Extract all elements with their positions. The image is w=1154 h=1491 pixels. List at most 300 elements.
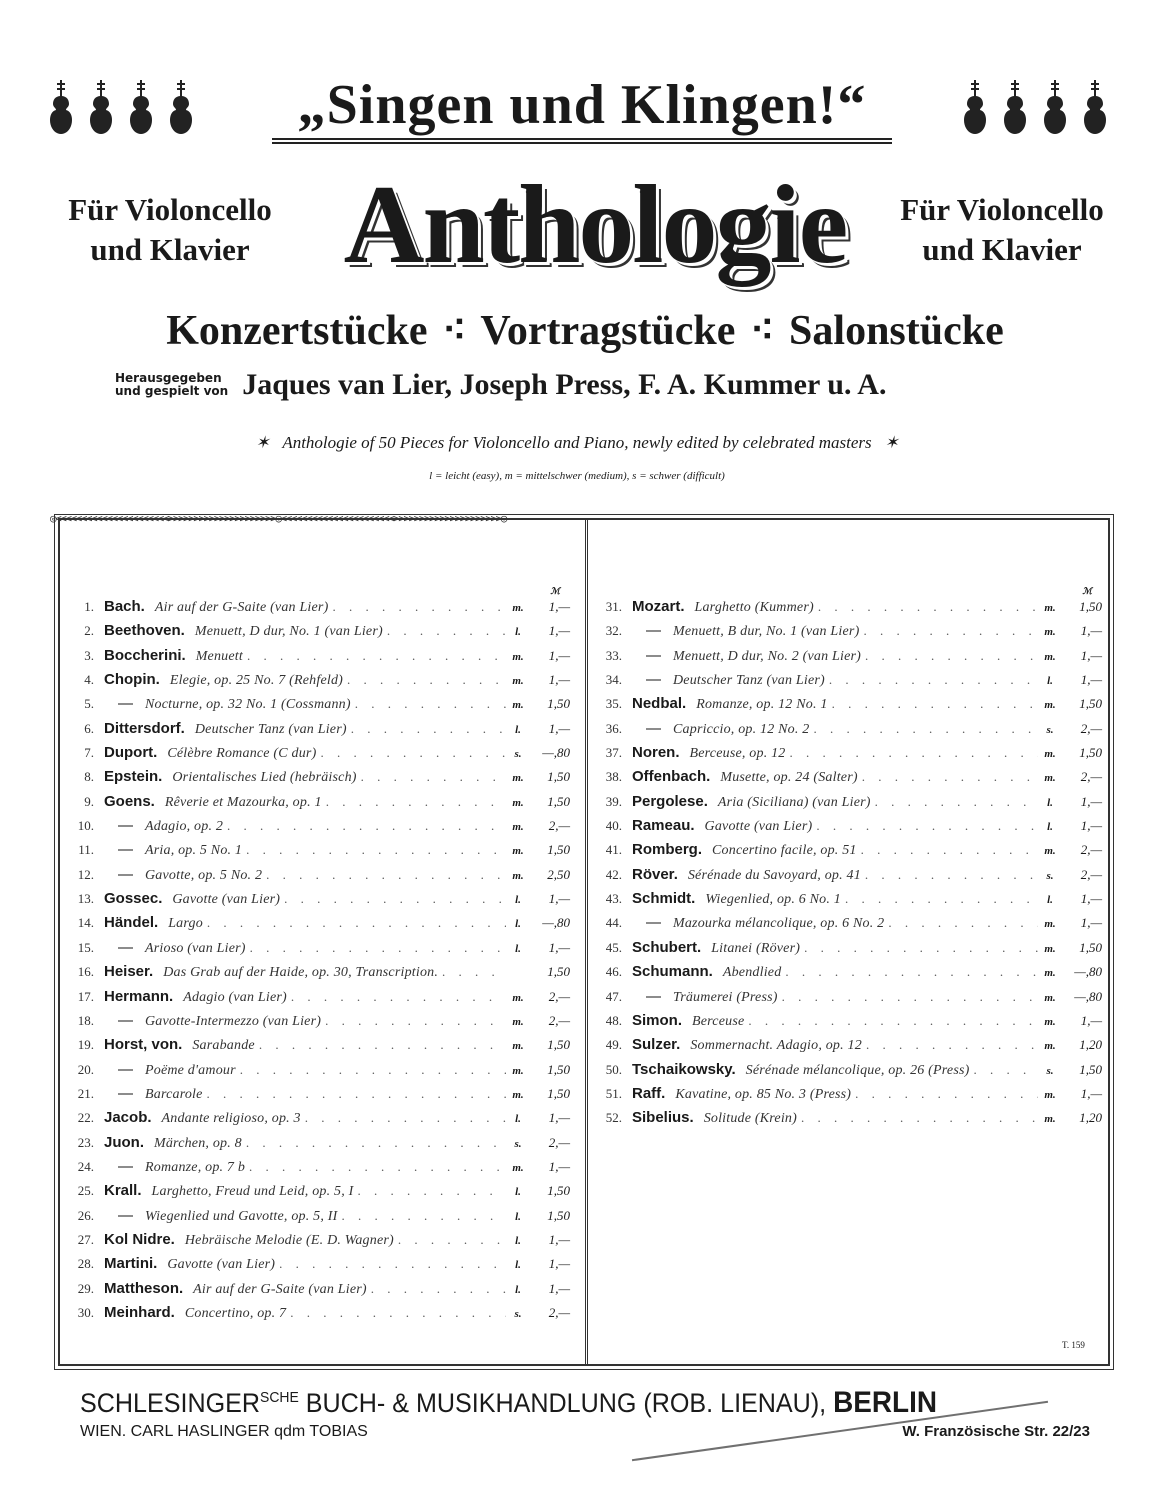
dot-leader — [812, 818, 1038, 834]
catalog-entry — [590, 744, 1102, 768]
entry-difficulty: l. — [515, 1234, 521, 1247]
entry-number: 23. — [77, 1134, 94, 1150]
dot-leader — [394, 1232, 506, 1248]
entry-difficulty: m. — [1044, 1015, 1056, 1028]
catalog-entry — [62, 1280, 570, 1304]
catalog-entry — [62, 622, 570, 646]
dot-leader — [316, 745, 506, 761]
entry-composer: Dittersdorf. — [104, 719, 185, 737]
dot-leader — [275, 1256, 506, 1272]
entry-difficulty: l. — [1047, 894, 1053, 907]
entry-title: Romanze, op. 12 No. 1 — [696, 697, 828, 713]
dot-leader — [857, 842, 1038, 858]
entry-number: 29. — [77, 1280, 94, 1296]
entry-title: Capriccio, op. 12 No. 2 — [673, 721, 810, 737]
dot-leader — [242, 842, 506, 858]
entry-title: Sérénade mélancolique, op. 26 (Press) — [745, 1062, 970, 1078]
entry-composer: — — [118, 865, 133, 883]
instrument-line: Für Violoncello — [900, 192, 1104, 227]
entry-number: 43. — [605, 891, 622, 907]
dot-leader — [825, 672, 1038, 688]
entry-difficulty: s. — [514, 1307, 522, 1320]
entry-title: Adagio, op. 2 — [145, 819, 224, 835]
instrument-label-left — [40, 190, 300, 270]
entry-difficulty: s. — [1046, 869, 1054, 882]
entry-title: Menuett, D dur, No. 1 (van Lier) — [194, 624, 383, 640]
dot-leader — [859, 623, 1038, 639]
entry-title: Wiegenlied und Gavotte, op. 5, II — [145, 1208, 338, 1224]
entry-title: Largo — [168, 916, 203, 932]
entry-title: Larghetto (Kummer) — [694, 600, 814, 615]
entry-composer: — — [646, 646, 661, 664]
catalog-entry — [62, 1036, 570, 1060]
entry-title: Concertino, op. 7 — [184, 1305, 287, 1321]
entry-difficulty: m. — [512, 1015, 524, 1028]
entry-composer: Jacob. — [104, 1109, 152, 1127]
entry-price: 1,50 — [547, 964, 570, 980]
entry-title: Gavotte (van Lier) — [172, 892, 281, 908]
catalog-entry — [590, 695, 1102, 719]
violin-icon — [128, 80, 154, 142]
entry-composer: Mozart. — [632, 598, 685, 615]
entry-price: 1,50 — [547, 696, 570, 712]
violin-icon — [48, 80, 74, 142]
entry-composer: — — [118, 1060, 133, 1078]
entry-composer: Tschaikowsky. — [632, 1060, 736, 1078]
catalog-entry — [62, 671, 570, 695]
entry-title: Concertino facile, op. 51 — [712, 843, 857, 859]
entry-number: 12. — [77, 866, 94, 882]
entry-number: 2. — [84, 623, 94, 639]
entry-number: 4. — [84, 672, 94, 688]
main-title: Anthologie — [343, 163, 847, 287]
entry-title: Larghetto, Freud und Leid, op. 5, I — [151, 1184, 354, 1200]
entry-composer: Hermann. — [104, 987, 174, 1005]
catalog-entry — [590, 1085, 1102, 1109]
entry-difficulty: l. — [1047, 796, 1053, 809]
entry-composer: Bach. — [104, 598, 145, 615]
entry-composer: Martini. — [104, 1255, 158, 1273]
entry-composer: — — [118, 695, 133, 713]
genres-heading: Konzertstücke ⁖ Vortragstücke ⁖ Salonstücke — [166, 308, 1004, 354]
entry-composer: Röver. — [632, 865, 678, 883]
entry-difficulty: m. — [512, 675, 524, 688]
editors-names: Jaques van Lier, Joseph Press, F. A. Kummer u. A. — [242, 368, 887, 401]
entry-price: 1,20 — [1079, 1037, 1102, 1053]
dot-leader — [242, 1135, 506, 1151]
entry-price: 1,— — [548, 1110, 570, 1126]
dot-leader — [301, 1110, 506, 1126]
entry-title: Deutscher Tanz (van Lier) — [194, 721, 347, 737]
entry-number: 37. — [605, 745, 622, 761]
entry-price: 1,— — [548, 1231, 570, 1247]
catalog-entry — [590, 914, 1102, 938]
dot-leader — [287, 989, 506, 1005]
entry-title: Andante religioso, op. 3 — [161, 1111, 301, 1127]
entry-number: 8. — [84, 769, 94, 785]
entry-difficulty: m. — [512, 650, 524, 663]
catalog-entry — [62, 1304, 570, 1328]
entry-difficulty: m. — [512, 1161, 524, 1174]
dot-leader — [871, 794, 1038, 810]
entry-number: 7. — [84, 745, 94, 761]
entry-price: 1,— — [548, 1280, 570, 1296]
plate-number: T. 159 — [1062, 1340, 1085, 1350]
entry-composer: Offenbach. — [632, 768, 711, 786]
entry-composer: Kol Nidre. — [104, 1230, 175, 1248]
entry-price: 1,— — [548, 623, 570, 639]
entry-composer: — — [118, 1011, 133, 1029]
publisher-rest: BUCH- & MUSIKHANDLUNG (ROB. LIENAU), — [298, 1388, 834, 1418]
entry-number: 39. — [605, 793, 622, 809]
entry-number: 1. — [84, 599, 94, 614]
catalog-entry — [62, 1085, 570, 1109]
dot-leader — [814, 599, 1038, 615]
entry-difficulty: s. — [1046, 1064, 1054, 1077]
catalog-entry — [590, 1036, 1102, 1060]
dot-leader — [884, 915, 1038, 931]
entry-price: 1,20 — [1079, 1110, 1102, 1126]
violin-ornament-right — [962, 80, 1108, 142]
entry-composer: Boccherini. — [104, 646, 186, 664]
entry-title: Barcarole — [145, 1086, 203, 1102]
column-divider — [585, 518, 588, 1366]
entry-composer: Gossec. — [104, 890, 163, 908]
violin-icon — [1002, 80, 1028, 142]
entry-number: 40. — [605, 818, 622, 834]
catalog-entry — [62, 1134, 570, 1158]
entry-composer: — — [646, 622, 661, 640]
entry-title: Orientalisches Lied (hebräisch) — [172, 770, 357, 786]
entry-composer: Pergolese. — [632, 792, 708, 810]
dot-leader — [203, 1086, 506, 1102]
dot-leader — [367, 1281, 506, 1297]
entry-composer: Schmidt. — [632, 890, 696, 908]
entry-price: 1,— — [548, 1158, 570, 1174]
entry-price: 1,50 — [547, 1183, 570, 1199]
catalog-entry — [590, 671, 1102, 695]
entry-price: 2,— — [548, 1304, 570, 1320]
dot-leader — [841, 891, 1038, 907]
entry-number: 41. — [605, 842, 622, 858]
entry-difficulty: m. — [1044, 918, 1056, 931]
entry-number: 42. — [605, 866, 622, 882]
catalog-entry — [62, 866, 570, 890]
violin-icon — [962, 80, 988, 142]
entry-number: 38. — [605, 769, 622, 785]
entry-difficulty: m. — [1044, 991, 1056, 1004]
catalog-entry — [62, 1158, 570, 1182]
dot-leader — [800, 940, 1038, 956]
entry-difficulty: l. — [515, 918, 521, 931]
entry-title: Deutscher Tanz (van Lier) — [673, 673, 825, 689]
entry-price: 1,50 — [1079, 599, 1102, 614]
entry-difficulty: m. — [512, 821, 524, 834]
entry-composer: Romberg. — [632, 841, 703, 859]
entry-composer: — — [118, 841, 133, 859]
entry-title: Menuett — [195, 648, 243, 664]
violin-icon — [1042, 80, 1068, 142]
catalog-entry — [62, 914, 570, 938]
entry-price: 2,50 — [547, 866, 570, 882]
entry-number: 14. — [77, 915, 94, 931]
entry-price: —,80 — [542, 745, 570, 761]
entry-number: 34. — [605, 672, 622, 688]
entry-composer: Raff. — [632, 1084, 666, 1102]
dot-leader — [809, 721, 1038, 737]
entry-title: Sarabande — [192, 1038, 255, 1054]
entry-difficulty: m. — [512, 845, 524, 858]
catalog-entry — [62, 720, 570, 744]
entry-number: 3. — [84, 647, 94, 663]
entry-title: Musette, op. 24 (Salter) — [720, 770, 858, 786]
catalog-entry — [62, 890, 570, 914]
catalog-entry — [62, 1207, 570, 1231]
entry-composer: Epstein. — [104, 768, 163, 786]
entry-number: 20. — [77, 1061, 94, 1077]
entry-difficulty: m. — [512, 991, 524, 1004]
entry-number: 24. — [77, 1158, 94, 1174]
entry-price: 2,— — [548, 1134, 570, 1150]
catalog-entry — [62, 1231, 570, 1255]
entry-composer: Händel. — [104, 914, 159, 932]
dot-leader — [347, 721, 506, 737]
catalog-entry — [590, 890, 1102, 914]
catalog-entry — [62, 768, 570, 792]
entry-composer: Simon. — [632, 1011, 683, 1029]
entry-title: Rêverie et Mazourka, op. 1 — [164, 794, 322, 810]
entry-price: —,80 — [1074, 964, 1102, 980]
editors-label — [115, 372, 228, 398]
entry-composer: Schubert. — [632, 938, 702, 956]
entry-price: 1,50 — [547, 1085, 570, 1101]
editors-label-line: und gespielt von — [115, 384, 229, 398]
dot-leader — [828, 696, 1038, 712]
entry-title: Gavotte (van Lier) — [704, 819, 813, 835]
editors-label-line: Herausgegeben — [115, 371, 222, 385]
entry-difficulty: l. — [515, 1186, 521, 1199]
entry-difficulty: m. — [1044, 845, 1056, 858]
entry-title: Hebräische Melodie (E. D. Wagner) — [184, 1232, 394, 1248]
dot-leader — [778, 989, 1038, 1005]
entry-title: Das Grab auf der Haide, op. 30, Transcription. — [163, 965, 439, 981]
publisher-address: W. Französische Str. 22/23 — [902, 1423, 1090, 1440]
entry-number: 35. — [605, 696, 622, 712]
catalog-entry — [62, 939, 570, 963]
entry-composer: Goens. — [104, 792, 155, 810]
dot-leader — [286, 1305, 506, 1321]
entry-number: 5. — [84, 696, 94, 712]
entry-number: 15. — [77, 939, 94, 955]
dot-leader — [781, 964, 1038, 980]
entry-price: 2,— — [548, 1012, 570, 1028]
dot-leader — [246, 940, 506, 956]
catalog-entry — [590, 720, 1102, 744]
entry-price: 1,— — [1080, 1012, 1102, 1028]
entry-title: Romanze, op. 7 b — [145, 1159, 246, 1175]
dot-leader — [255, 1037, 506, 1053]
dot-leader — [851, 1086, 1038, 1102]
violin-icon — [1082, 80, 1108, 142]
dot-leader — [328, 599, 506, 615]
violin-icon — [88, 80, 114, 142]
entry-title: Solitude (Krein) — [703, 1111, 797, 1127]
catalog-entry — [62, 817, 570, 841]
entry-composer: — — [118, 1206, 133, 1224]
dot-leader — [280, 891, 506, 907]
catalog-column-left — [62, 586, 570, 1328]
title-underline — [272, 138, 892, 144]
instrument-label-right — [872, 190, 1132, 270]
entry-title: Wiegenlied, op. 6 No. 1 — [705, 892, 841, 908]
entry-number: 32. — [605, 623, 622, 639]
entry-difficulty: s. — [514, 748, 522, 761]
dot-leader — [203, 915, 506, 931]
entry-composer: — — [118, 817, 133, 835]
dot-leader — [322, 794, 506, 810]
entry-price: 2,— — [1080, 769, 1102, 785]
entry-title: Abendlied — [722, 965, 782, 981]
entry-composer: Heiser. — [104, 963, 154, 981]
vienna-agent: WIEN. CARL HASLINGER qdm TOBIAS — [80, 1423, 368, 1440]
entry-number: 22. — [77, 1110, 94, 1126]
entry-difficulty: m. — [1044, 1040, 1056, 1053]
entry-composer: Sibelius. — [632, 1109, 694, 1127]
entry-number: 51. — [605, 1085, 622, 1101]
entry-price: 1,— — [548, 720, 570, 736]
entry-difficulty: m. — [1044, 1088, 1056, 1101]
dot-leader — [245, 1159, 506, 1175]
entry-difficulty: l. — [515, 1113, 521, 1126]
entry-difficulty: m. — [512, 699, 524, 712]
entry-number: 45. — [605, 939, 622, 955]
entry-number: 50. — [605, 1061, 622, 1077]
entry-difficulty: m. — [1044, 650, 1056, 663]
catalog-entry — [590, 841, 1102, 865]
dot-leader — [243, 648, 506, 664]
catalog-entry — [62, 1255, 570, 1279]
entry-number: 48. — [605, 1012, 622, 1028]
entry-title: Sommernacht. Adagio, op. 12 — [690, 1038, 862, 1054]
entry-number: 9. — [84, 793, 94, 809]
entry-composer: — — [646, 671, 661, 689]
entry-price: —,80 — [1074, 988, 1102, 1004]
catalog-entry — [590, 1109, 1102, 1133]
catalog-entry — [62, 793, 570, 817]
entry-price: 1,— — [548, 1256, 570, 1272]
entry-title: Berceuse — [692, 1013, 745, 1029]
entry-title: Célèbre Romance (C dur) — [167, 746, 317, 762]
publisher-suffix: SCHE — [260, 1389, 299, 1406]
dot-leader — [353, 1183, 506, 1199]
entry-difficulty: m. — [512, 602, 524, 614]
entry-price: 1,50 — [547, 1037, 570, 1053]
entry-composer: — — [118, 938, 133, 956]
entry-price: 2,— — [1080, 842, 1102, 858]
entry-price: 1,— — [1080, 818, 1102, 834]
entry-composer: Horst, von. — [104, 1036, 183, 1054]
entry-difficulty: m. — [512, 1088, 524, 1101]
entry-composer: Beethoven. — [104, 622, 185, 640]
entry-difficulty: m. — [512, 1064, 524, 1077]
entry-difficulty: m. — [1044, 748, 1056, 761]
catalog-entry — [590, 1012, 1102, 1036]
entry-price: 1,— — [1080, 793, 1102, 809]
entry-difficulty: l. — [515, 942, 521, 955]
entry-price: 2,— — [548, 818, 570, 834]
entry-price: 2,— — [548, 988, 570, 1004]
entry-price: 1,— — [1080, 1085, 1102, 1101]
entry-number: 16. — [77, 964, 94, 980]
entry-price: 1,— — [548, 599, 570, 614]
entry-composer: Schumann. — [632, 963, 713, 981]
entry-number: 44. — [605, 915, 622, 931]
entry-number: 21. — [77, 1085, 94, 1101]
dot-leader — [858, 769, 1038, 785]
instrument-line: und Klavier — [922, 232, 1082, 267]
entry-title: Gavotte (van Lier) — [167, 1257, 276, 1273]
entry-title: Litanei (Röver) — [711, 940, 801, 956]
entry-title: Elegie, op. 25 No. 7 (Rehfeld) — [169, 673, 344, 689]
entry-composer: Krall. — [104, 1182, 142, 1200]
entry-price: 1,— — [548, 647, 570, 663]
catalog-entry — [62, 1109, 570, 1133]
entry-difficulty: l. — [515, 1210, 521, 1223]
entry-title: Gavotte-Intermezzo (van Lier) — [145, 1013, 322, 1029]
series-title: „Singen und Klingen!“ — [297, 74, 867, 136]
entry-price: 1,— — [548, 939, 570, 955]
catalog-entry — [62, 841, 570, 865]
entry-difficulty: m. — [1044, 967, 1056, 980]
instrument-line: und Klavier — [90, 232, 250, 267]
catalog-entry — [590, 793, 1102, 817]
entry-title: Träumerei (Press) — [673, 989, 778, 1005]
publisher-city: BERLIN — [833, 1386, 937, 1419]
entry-price: 1,50 — [1079, 745, 1102, 761]
dot-leader — [862, 1037, 1038, 1053]
entry-title: Adagio (van Lier) — [183, 989, 287, 1005]
dot-leader — [970, 1062, 1039, 1078]
catalog-entry — [62, 1182, 570, 1206]
entry-composer: — — [646, 719, 661, 737]
entry-number: 25. — [77, 1183, 94, 1199]
catalog-entry — [590, 598, 1102, 622]
catalog-entry — [62, 1061, 570, 1085]
catalog-entry — [590, 647, 1102, 671]
subtitle-text: Anthologie of 50 Pieces for Violoncello and Piano, newly edited by celebrated masters — [282, 433, 872, 452]
catalog-entry — [62, 744, 570, 768]
dot-leader — [337, 1208, 506, 1224]
entry-price: 1,50 — [1079, 939, 1102, 955]
entry-composer: Duport. — [104, 744, 158, 762]
entry-number: 19. — [77, 1037, 94, 1053]
entry-price: 1,50 — [547, 1061, 570, 1077]
dot-leader — [861, 867, 1038, 883]
entry-difficulty: m. — [512, 869, 524, 882]
entry-difficulty: l. — [515, 1259, 521, 1272]
entry-number: 52. — [605, 1110, 622, 1126]
instrument-line: Für Violoncello — [68, 192, 272, 227]
entry-difficulty: l. — [515, 723, 521, 736]
difficulty-legend: l = leicht (easy), m = mittelschwer (medium), s = schwer (difficult) — [429, 470, 725, 482]
entry-difficulty: l. — [515, 626, 521, 639]
catalog-entry — [590, 939, 1102, 963]
entry-difficulty: m. — [512, 1040, 524, 1053]
entry-title: Air auf der G-Saite (van Lier) — [154, 600, 329, 615]
entry-number: 11. — [78, 842, 94, 858]
dot-leader — [797, 1110, 1038, 1126]
entry-title: Gavotte, op. 5 No. 2 — [145, 867, 263, 883]
